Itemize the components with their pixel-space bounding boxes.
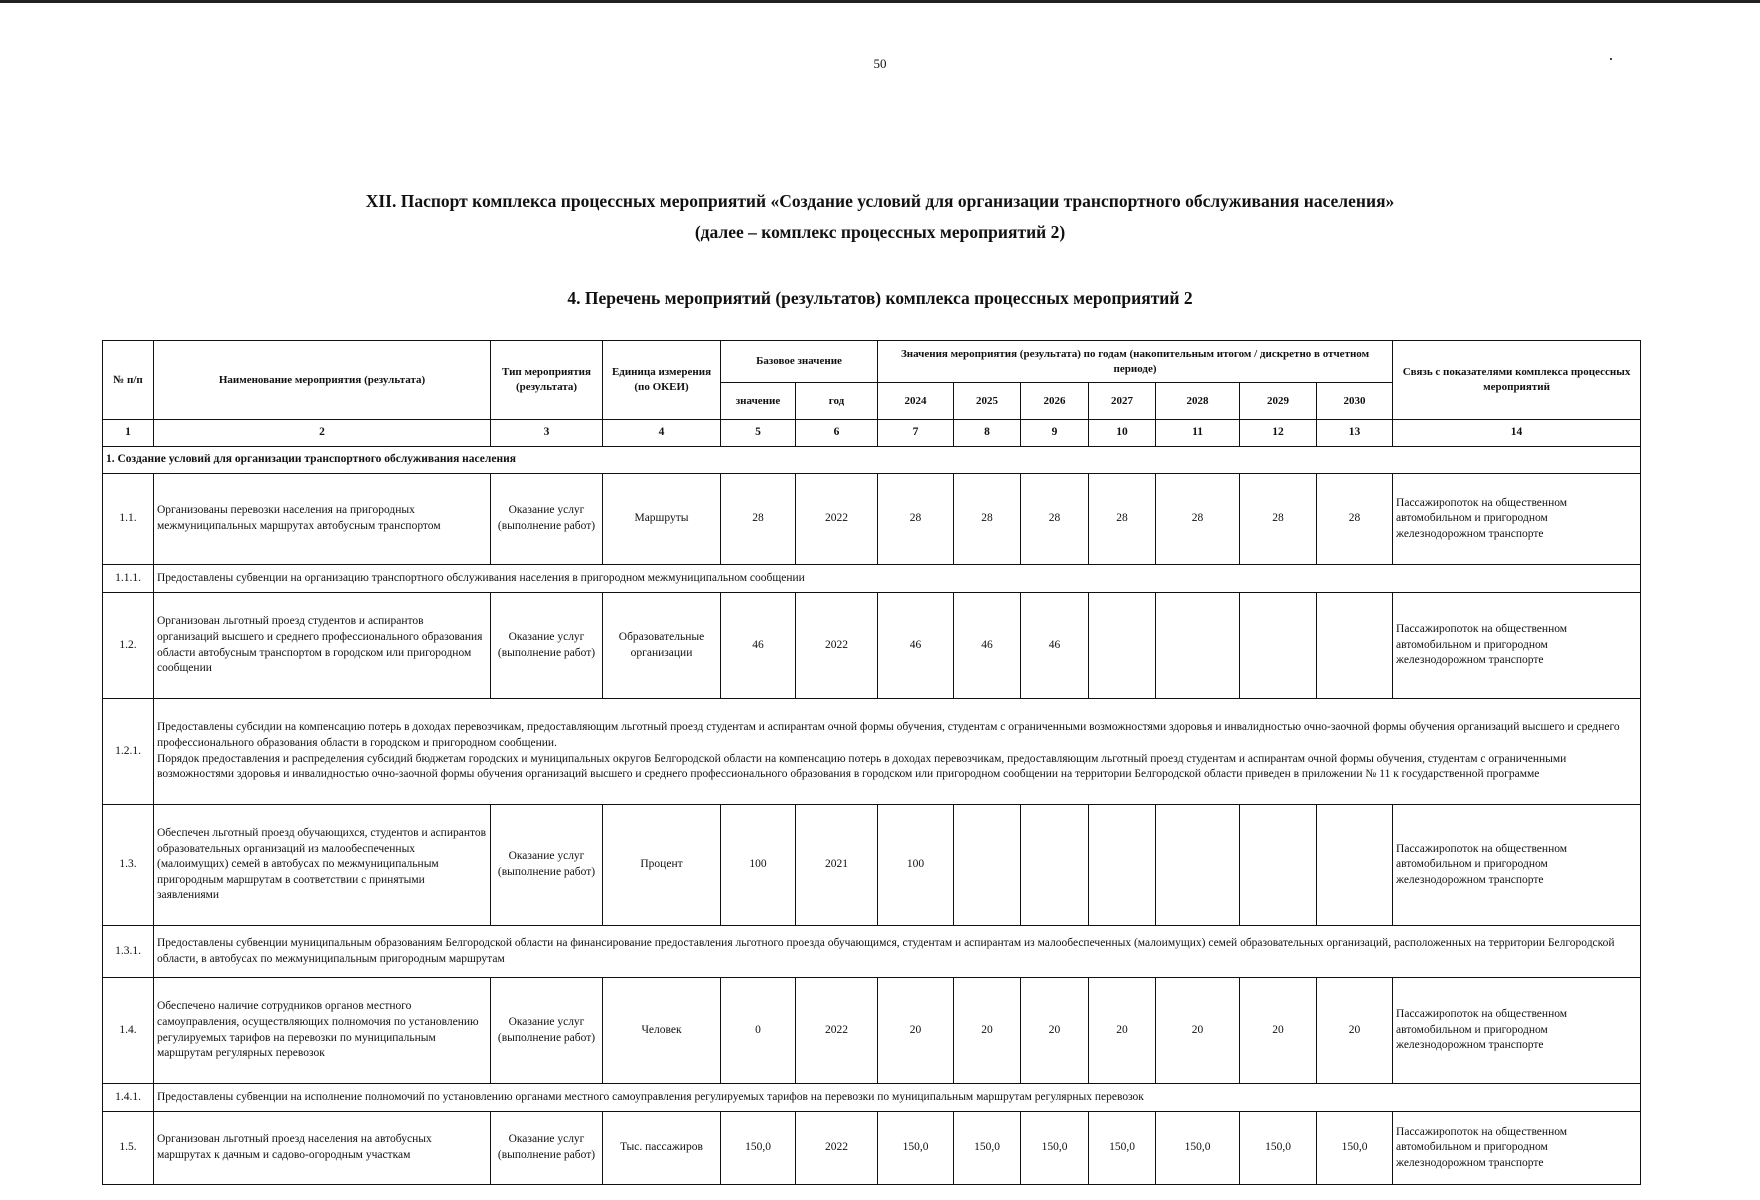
subrow-number: 1.2.1. bbox=[103, 699, 154, 805]
row-base-value: 0 bbox=[721, 978, 796, 1084]
header-type: Тип мероприятия (результата) bbox=[491, 341, 603, 420]
subrow-number: 1.3.1. bbox=[103, 926, 154, 978]
subrow-text-block bbox=[154, 699, 1641, 805]
row-number: 1.4. bbox=[103, 978, 154, 1084]
measures-table bbox=[102, 340, 1641, 1185]
row-base-year: 2022 bbox=[796, 593, 878, 699]
row-type: Оказание услуг (выполнение работ) bbox=[491, 1112, 603, 1185]
row-value bbox=[1317, 593, 1393, 699]
header-year: 2030 bbox=[1317, 383, 1393, 420]
row-value: 100 bbox=[878, 805, 954, 926]
table-row bbox=[103, 805, 1641, 926]
header-name: Наименование мероприятия (результата) bbox=[154, 341, 491, 420]
subrow-text: Предоставлены субвенции на исполнение полномочий по установлению органами местного самоуправления регулируемых тарифов на перевозки по муниципальным маршрутам регулярных перевозок bbox=[154, 1084, 1641, 1112]
row-type: Оказание услуг (выполнение работ) bbox=[491, 593, 603, 699]
row-number: 1.3. bbox=[103, 805, 154, 926]
row-number: 1.1. bbox=[103, 474, 154, 565]
row-value: 46 bbox=[878, 593, 954, 699]
row-unit: Тыс. пассажиров bbox=[603, 1112, 721, 1185]
row-value: 150,0 bbox=[878, 1112, 954, 1185]
subrow-text-procedure: Порядок предоставления и распределения субсидий бюджетам городских и муниципальных округов Белгородской области на компенсацию потерь в доходах перевозчикам, предоставляющим льготный проезд студентам и аспирантам очной формы обучения, студентам с ограниченными возможностями здоровья и инвалидностью очно-заочной формы обучения организаций высшего и среднего профессионального образования в городском или пригородном сообщении на территории Белгородской области приведен в приложении № 11 к государственной программе bbox=[157, 752, 1567, 781]
row-value: 28 bbox=[954, 474, 1021, 565]
subrow-number: 1.4.1. bbox=[103, 1084, 154, 1112]
row-name: Организован льготный проезд студентов и аспирантов организаций высшего и среднего профессионального образования области автобусным транспортом в городском или пригородном сообщении bbox=[154, 593, 491, 699]
row-link: Пассажиропоток на общественном автомобильном и пригородном железнодорожном транспорте bbox=[1393, 593, 1641, 699]
page-title-note: (далее – комплекс процессных мероприятий 2) bbox=[694, 222, 1066, 242]
row-value: 20 bbox=[878, 978, 954, 1084]
page-title: XII. Паспорт комплекса процессных мероприятий «Создание условий для организации транспортного обслуживания населения» bbox=[365, 191, 1395, 211]
row-value bbox=[1156, 593, 1240, 699]
header-year: 2027 bbox=[1089, 383, 1156, 420]
row-value bbox=[1089, 805, 1156, 926]
header-num: № п/п bbox=[103, 341, 154, 420]
header-base-year: год bbox=[796, 383, 878, 420]
row-unit: Маршруты bbox=[603, 474, 721, 565]
header-year: 2028 bbox=[1156, 383, 1240, 420]
table-row bbox=[103, 978, 1641, 1084]
row-value bbox=[1089, 593, 1156, 699]
column-number: 2 bbox=[154, 420, 491, 447]
row-link: Пассажиропоток на общественном автомобильном и пригородном железнодорожном транспорте bbox=[1393, 978, 1641, 1084]
row-base-value: 28 bbox=[721, 474, 796, 565]
header-year: 2029 bbox=[1240, 383, 1317, 420]
column-number: 8 bbox=[954, 420, 1021, 447]
column-number: 13 bbox=[1317, 420, 1393, 447]
header-year: 2024 bbox=[878, 383, 954, 420]
row-number: 1.5. bbox=[103, 1112, 154, 1185]
row-value bbox=[954, 805, 1021, 926]
row-value: 150,0 bbox=[954, 1112, 1021, 1185]
column-number: 6 bbox=[796, 420, 878, 447]
table-row bbox=[103, 474, 1641, 565]
table-row bbox=[103, 1112, 1641, 1185]
row-base-value: 46 bbox=[721, 593, 796, 699]
top-border-line bbox=[0, 0, 1760, 3]
row-value: 20 bbox=[1089, 978, 1156, 1084]
column-number: 11 bbox=[1156, 420, 1240, 447]
subrow bbox=[103, 565, 1641, 593]
header-unit: Единица измерения (по ОКЕИ) bbox=[603, 341, 721, 420]
row-value: 20 bbox=[1021, 978, 1089, 1084]
row-base-year: 2022 bbox=[796, 474, 878, 565]
subrow bbox=[103, 699, 1641, 805]
row-value: 46 bbox=[1021, 593, 1089, 699]
row-base-year: 2022 bbox=[796, 1112, 878, 1185]
row-name: Организован льготный проезд населения на автобусных маршрутах к дачным и садово-огородным участкам bbox=[154, 1112, 491, 1185]
section-title: 1. Создание условий для организации транспортного обслуживания населения bbox=[103, 447, 1641, 474]
row-unit: Процент bbox=[603, 805, 721, 926]
row-value: 28 bbox=[1089, 474, 1156, 565]
row-base-year: 2022 bbox=[796, 978, 878, 1084]
row-unit: Человек bbox=[603, 978, 721, 1084]
subrow bbox=[103, 1084, 1641, 1112]
row-value: 28 bbox=[1021, 474, 1089, 565]
column-number: 3 bbox=[491, 420, 603, 447]
column-number: 12 bbox=[1240, 420, 1317, 447]
row-name: Обеспечено наличие сотрудников органов местного самоуправления, осуществляющих полномочия по установлению регулируемых тарифов на перевозки по муниципальным маршрутам регулярных перевозок bbox=[154, 978, 491, 1084]
row-value: 20 bbox=[1317, 978, 1393, 1084]
row-value: 150,0 bbox=[1240, 1112, 1317, 1185]
header-base-value: значение bbox=[721, 383, 796, 420]
row-base-value: 100 bbox=[721, 805, 796, 926]
subrow-text: Предоставлены субсидии на компенсацию потерь в доходах перевозчикам, предоставляющим льготный проезд студентам и аспирантам очной формы обучения, студентам с ограниченными возможностями здоровья и инвалидностью очно-заочной формы обучения организаций высшего и среднего профессионального образования области в городском и пригородном сообщении. bbox=[157, 721, 1620, 749]
row-value: 20 bbox=[954, 978, 1021, 1084]
row-value bbox=[1156, 805, 1240, 926]
row-base-year: 2021 bbox=[796, 805, 878, 926]
header-year: 2026 bbox=[1021, 383, 1089, 420]
row-value bbox=[1240, 805, 1317, 926]
row-value: 150,0 bbox=[1156, 1112, 1240, 1185]
column-number: 7 bbox=[878, 420, 954, 447]
header-row-1 bbox=[103, 341, 1641, 383]
column-number: 1 bbox=[103, 420, 154, 447]
row-link: Пассажиропоток на общественном автомобильном и пригородном железнодорожном транспорте bbox=[1393, 805, 1641, 926]
row-base-value: 150,0 bbox=[721, 1112, 796, 1185]
row-link: Пассажиропоток на общественном автомобильном и пригородном железнодорожном транспорте bbox=[1393, 474, 1641, 565]
row-type: Оказание услуг (выполнение работ) bbox=[491, 805, 603, 926]
header-years-group: Значения мероприятия (результата) по годам (накопительным итогом / дискретно в отчетном периоде) bbox=[878, 341, 1393, 383]
row-value: 28 bbox=[1156, 474, 1240, 565]
row-link: Пассажиропоток на общественном автомобильном и пригородном железнодорожном транспорте bbox=[1393, 1112, 1641, 1185]
subrow-number: 1.1.1. bbox=[103, 565, 154, 593]
header-year: 2025 bbox=[954, 383, 1021, 420]
row-value bbox=[1021, 805, 1089, 926]
row-value bbox=[1240, 593, 1317, 699]
row-number: 1.2. bbox=[103, 593, 154, 699]
row-value: 28 bbox=[1317, 474, 1393, 565]
row-value: 46 bbox=[954, 593, 1021, 699]
row-value: 28 bbox=[1240, 474, 1317, 565]
page-number: 50 bbox=[873, 56, 887, 71]
subrow-text: Предоставлены субвенции на организацию транспортного обслуживания населения в пригородном межмуниципальном сообщении bbox=[154, 565, 1641, 593]
row-name: Организованы перевозки населения на пригородных межмуниципальных маршрутах автобусным транспортом bbox=[154, 474, 491, 565]
row-value: 150,0 bbox=[1021, 1112, 1089, 1185]
row-value: 150,0 bbox=[1317, 1112, 1393, 1185]
table-row bbox=[103, 593, 1641, 699]
row-name: Обеспечен льготный проезд обучающихся, студентов и аспирантов образовательных организаций из малообеспеченных (малоимущих) семей в автобусах по межмуниципальным пригородным маршрутам в соответствии с принятыми заявлениями bbox=[154, 805, 491, 926]
row-value: 150,0 bbox=[1089, 1112, 1156, 1185]
row-type: Оказание услуг (выполнение работ) bbox=[491, 474, 603, 565]
row-value: 20 bbox=[1240, 978, 1317, 1084]
column-number: 14 bbox=[1393, 420, 1641, 447]
column-number-row bbox=[103, 420, 1641, 447]
row-type: Оказание услуг (выполнение работ) bbox=[491, 978, 603, 1084]
subrow bbox=[103, 926, 1641, 978]
header-link: Связь с показателями комплекса процессных мероприятий bbox=[1393, 341, 1641, 420]
column-number: 4 bbox=[603, 420, 721, 447]
scan-speck bbox=[1610, 58, 1612, 60]
column-number: 9 bbox=[1021, 420, 1089, 447]
section-heading: 4. Перечень мероприятий (результатов) комплекса процессных мероприятий 2 bbox=[567, 288, 1193, 308]
row-unit: Образовательные организации bbox=[603, 593, 721, 699]
row-value: 28 bbox=[878, 474, 954, 565]
row-value bbox=[1317, 805, 1393, 926]
subrow-text: Предоставлены субвенции муниципальным образованиям Белгородской области на финансирование предоставления льготного проезда обучающимся, студентам и аспирантам из малообеспеченных (малоимущих) семей образовательных организаций, расположенных на территории Белгородской области, в автобусах по межмуниципальным пригородным маршрутам bbox=[154, 926, 1641, 978]
section-row bbox=[103, 447, 1641, 474]
column-number: 10 bbox=[1089, 420, 1156, 447]
row-value: 20 bbox=[1156, 978, 1240, 1084]
header-base: Базовое значение bbox=[721, 341, 878, 383]
column-number: 5 bbox=[721, 420, 796, 447]
